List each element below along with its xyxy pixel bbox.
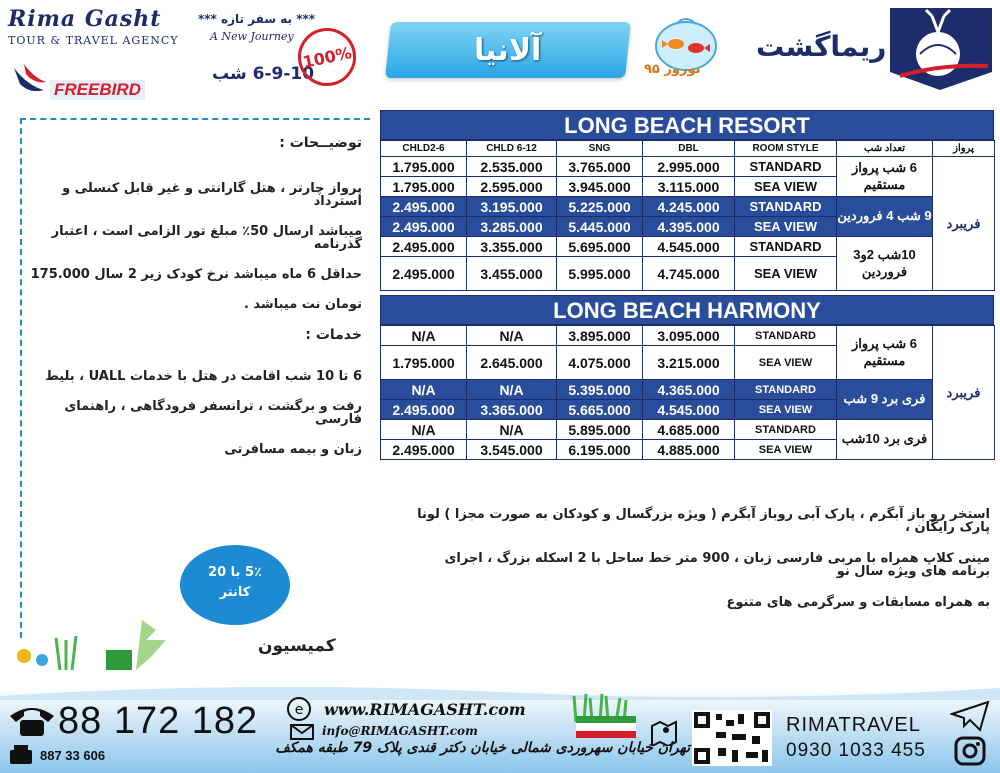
hotel-amenities <box>410 508 990 627</box>
brand-name: Rima Gasht <box>8 6 162 32</box>
price-cell: 2.495.000 <box>381 257 467 291</box>
price-cell: 2.495.000 <box>381 400 467 420</box>
web-icon <box>284 696 314 722</box>
resort-title: LONG BEACH RESORT <box>380 110 994 140</box>
qr-code-icon[interactable] <box>692 710 772 766</box>
price-cell: 5.395.000 <box>557 380 643 400</box>
col-sng: SNG <box>557 141 643 157</box>
price-cell: 3.365.000 <box>467 400 557 420</box>
nowruz-label: نوروز ۹۵ <box>644 62 701 77</box>
destination-banner <box>385 22 631 78</box>
table-row <box>381 380 995 400</box>
fax-icon <box>8 744 34 766</box>
services-title: خدمات : <box>305 327 362 343</box>
price-cell: 5.995.000 <box>557 257 643 291</box>
room-style-cell: STANDARD <box>735 237 837 257</box>
room-style-cell: STANDARD <box>735 326 837 346</box>
col-nights: تعداد شب <box>837 141 933 157</box>
commission-label: کمیسیون <box>258 636 336 656</box>
description-text <box>30 136 362 473</box>
price-cell: N/A <box>381 420 467 440</box>
price-cell: 3.285.000 <box>467 217 557 237</box>
mobile-number[interactable]: 0930 1033 455 <box>786 740 926 761</box>
description-line: پرواز چارتر ، هتل گارانتی و غیر قابل کنسلی و استرداد <box>62 181 362 209</box>
services-line: زبان و بیمه مسافرتی <box>224 442 362 457</box>
price-cell: 4.365.000 <box>643 380 735 400</box>
amenities-line: مینی کلاپ همراه با مربی فارسی زبان ، 900 متر خط ساحل با 2 اسکله بزرگ ، اجرای برنامه های ویژه سال نو <box>444 551 990 579</box>
price-cell: 3.945.000 <box>557 177 643 197</box>
airline-cell: فریبرد <box>933 326 995 460</box>
price-cell: 3.895.000 <box>557 326 643 346</box>
footer-wave <box>0 680 1000 700</box>
room-style-cell: SEA VIEW <box>735 177 837 197</box>
price-cell: 4.685.000 <box>643 420 735 440</box>
room-style-cell: STANDARD <box>735 197 837 217</box>
price-cell: N/A <box>467 326 557 346</box>
table-row <box>381 157 995 177</box>
description-line: تومان نت میباشد . <box>243 297 362 312</box>
price-cell: 3.765.000 <box>557 157 643 177</box>
price-cell: 5.445.000 <box>557 217 643 237</box>
price-cell: N/A <box>381 326 467 346</box>
website-link[interactable]: www.RIMAGASHT.com <box>324 700 526 719</box>
email-link[interactable]: info@RIMAGASHT.com <box>322 724 478 738</box>
resort-price-table <box>380 140 995 291</box>
company-logo: ریماگشت <box>756 30 887 63</box>
amenities-line: استخر رو باز آبگرم ، پارک آبی روباز آبگرم ( ویژه بزرگسال و کودکان به صورت مجزا ) لونا پارک رایگان ، <box>417 507 990 535</box>
price-cell: 2.495.000 <box>381 217 467 237</box>
room-style-cell: SEA VIEW <box>735 257 837 291</box>
col-flight: پرواز <box>933 141 995 157</box>
harmony-title: LONG BEACH HARMONY <box>380 295 994 325</box>
amenities-line: به همراه مسابقات و سرگرمی های متنوع <box>726 595 990 610</box>
price-cell: 5.895.000 <box>557 420 643 440</box>
price-cell: 4.075.000 <box>557 346 643 380</box>
room-style-cell: STANDARD <box>735 420 837 440</box>
services-line: 6 تا 10 شب اقامت در هتل با خدمات UALL ، بلیط <box>45 369 362 384</box>
telegram-icon[interactable] <box>950 700 990 732</box>
phone-number[interactable]: 88 172 182 <box>58 700 259 742</box>
services-line: رفت و برگشت ، ترانسفر فرودگاهی ، راهنمای فارسی <box>64 399 362 427</box>
price-cell: 4.745.000 <box>643 257 735 291</box>
table-row <box>381 326 995 346</box>
destination-title: آلانیا <box>474 32 542 68</box>
nights-cell: فری برد 10شب <box>837 420 933 460</box>
decoration-plants <box>6 600 176 680</box>
price-cell: N/A <box>467 380 557 400</box>
resort-table <box>380 110 994 291</box>
col-dbl: DBL <box>643 141 735 157</box>
description-line: میباشد ارسال 50٪ مبلغ تور الزامی است ، اعتبار گذرنامه <box>51 224 362 252</box>
price-cell: 1.795.000 <box>381 157 467 177</box>
table-row <box>381 237 995 257</box>
price-cell: 3.455.000 <box>467 257 557 291</box>
brand-handle: RIMATRAVEL <box>786 714 921 736</box>
nights-cell: فری برد 9 شب <box>837 380 933 420</box>
reindeer-globe-icon <box>880 2 998 94</box>
room-style-cell: STANDARD <box>735 157 837 177</box>
price-cell: 6.195.000 <box>557 440 643 460</box>
price-cell: 3.355.000 <box>467 237 557 257</box>
instagram-icon[interactable] <box>954 736 986 766</box>
nights-summary: 6-9-10 شب <box>212 64 315 84</box>
nights-cell: 9 شب 4 فروردین <box>837 197 933 237</box>
flag-icon <box>576 716 636 738</box>
col-chld6-12: CHLD 6-12 <box>467 141 557 157</box>
address: تهران خیابان سهروردی شمالی خیابان دکتر قندی پلاک 79 طبقه همکف <box>275 740 690 756</box>
tagline-en: A New Journey <box>210 30 294 43</box>
fax-number[interactable]: 887 33 606 <box>40 748 106 763</box>
price-cell: 3.195.000 <box>467 197 557 217</box>
harmony-price-table <box>380 325 995 460</box>
price-cell: 5.695.000 <box>557 237 643 257</box>
nights-cell: 6 شب پرواز مستقیم <box>837 326 933 380</box>
price-cell: 4.245.000 <box>643 197 735 217</box>
col-room-style: ROOM STYLE <box>735 141 837 157</box>
price-cell: 2.495.000 <box>381 440 467 460</box>
room-style-cell: SEA VIEW <box>735 346 837 380</box>
price-cell: 2.535.000 <box>467 157 557 177</box>
brand-subtitle: TOUR & TRAVEL AGENCY <box>8 34 179 47</box>
price-cell: 3.115.000 <box>643 177 735 197</box>
commission-bubble <box>180 545 290 625</box>
price-cell: 4.545.000 <box>643 237 735 257</box>
room-style-cell: SEA VIEW <box>735 217 837 237</box>
description-title: توضیــحات : <box>279 135 362 151</box>
price-cell: 1.795.000 <box>381 346 467 380</box>
price-cell: 2.645.000 <box>467 346 557 380</box>
col-chld2-6: CHLD2-6 <box>381 141 467 157</box>
price-cell: 2.995.000 <box>643 157 735 177</box>
tagline: *** به سفر تازه *** <box>198 12 316 26</box>
bird-icon <box>10 60 50 100</box>
price-cell: 4.885.000 <box>643 440 735 460</box>
guarantee-stamp: 100% <box>293 23 362 92</box>
price-cell: 4.545.000 <box>643 400 735 420</box>
description-line: حداقل 6 ماه میباشد نرخ کودک زیر 2 سال 175.000 <box>30 267 362 282</box>
table-row <box>381 197 995 217</box>
price-cell: 3.215.000 <box>643 346 735 380</box>
price-cell: 4.395.000 <box>643 217 735 237</box>
svg-text:e: e <box>294 702 304 718</box>
price-cell: 5.665.000 <box>557 400 643 420</box>
commission-rate: 5٪ با 20 <box>208 565 262 580</box>
price-cell: 3.095.000 <box>643 326 735 346</box>
price-cell: 3.545.000 <box>467 440 557 460</box>
price-cell: 1.795.000 <box>381 177 467 197</box>
phone-icon <box>6 702 58 738</box>
price-cell: 5.225.000 <box>557 197 643 217</box>
brand-block <box>8 6 198 47</box>
commission-counter: کانتر <box>219 584 251 600</box>
harmony-table <box>380 295 994 460</box>
airline-name: FREEBIRD <box>50 80 145 100</box>
mail-icon <box>290 724 314 740</box>
room-style-cell: SEA VIEW <box>735 400 837 420</box>
airline-cell: فریبرد <box>933 157 995 291</box>
price-cell: 2.495.000 <box>381 237 467 257</box>
price-cell: 2.595.000 <box>467 177 557 197</box>
nights-cell: 10شب 2و3 فروردین <box>837 237 933 291</box>
map-icon <box>650 720 678 746</box>
room-style-cell: STANDARD <box>735 380 837 400</box>
table-row <box>381 420 995 440</box>
nights-cell: 6 شب پرواز مستقیم <box>837 157 933 197</box>
room-style-cell: SEA VIEW <box>735 440 837 460</box>
price-cell: 2.495.000 <box>381 197 467 217</box>
airline-logo <box>10 60 190 104</box>
price-cell: N/A <box>467 420 557 440</box>
price-cell: N/A <box>381 380 467 400</box>
